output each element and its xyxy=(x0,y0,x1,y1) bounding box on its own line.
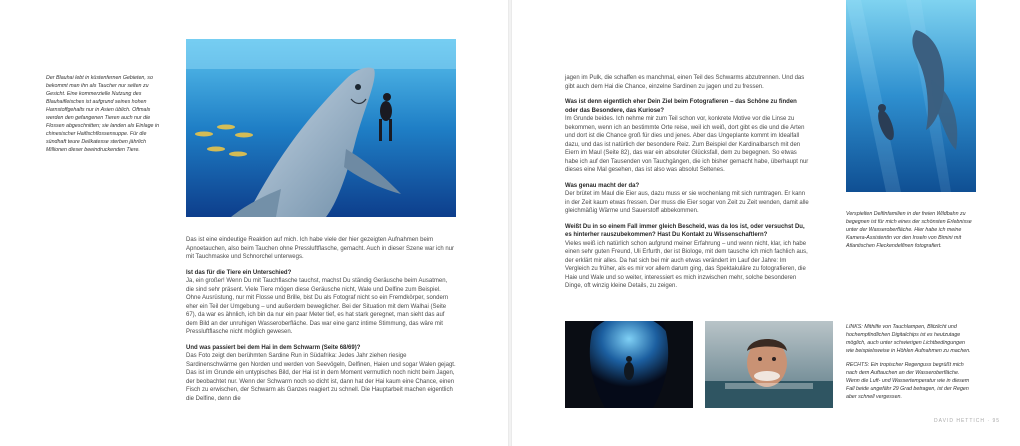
left-text-column xyxy=(186,236,456,410)
left-answer-1: Ja, ein großer! Wenn Du mit Tauchflasche tauchst, machst Du ständig Geräusche beim Ausatmen, die sind sehr präsent. Viele Tiere mögen diese Geräusche nicht, Wale und Delfine zum Beispiel. Ohne Ausrüstung, nur mit Flosse und Brille, bist Du als Fotograf nicht so ein Fremdkörper, sondern eher ein Teil der Umgebung – und außerdem beweglicher. Bei der Situation mit dem Walhai (Seite 67), da war es ähnlich, ich bin da nur ein paar Meter tief, es hat stark geregnet, man sieht das auf dem Bild an der unruhigen Wasseroberfläche. Das war eine ganz intime Stimmung, das wäre mit Pressluftflasche nicht möglich gewesen. xyxy=(186,278,449,335)
left-question-2: Und was passiert bei dem Hai in dem Schwarm (Seite 68/69)? xyxy=(186,344,361,351)
right-continuation: jagen im Pulk, die schaffen es manchmal, einen Teil des Schwarms abzutrennen. Und das gibt auch dem Hai die Chance, einzelne Sardinen zu jagen und zu fressen. xyxy=(565,75,805,90)
right-question-2: Was genau macht der da? xyxy=(565,182,640,189)
blue-shark-photo xyxy=(186,39,456,217)
bottom-photos-caption xyxy=(846,323,974,401)
shark-caption: Der Blauhai lebt in küstenfernen Gebieten, so bekommt man ihn als Taucher nur selten zu Gesicht. Eine kommerzielle Nutzung des Blauhaifleisches ist aufgrund seines hohen Harnstoffgehalts nur in Asien üblich. Oftmals werden den gefangenen Tieren auch nur die Flossen abgeschnitten; sie landen als Einlage in chinesischer Haifischflossensuppe. Für die sündhaft teure Delikatesse sterben jährlich Millionen dieser beeindruckenden Tiere. xyxy=(46,75,160,153)
left-intro: Das ist eine eindeutige Reaktion auf mich. Ich habe viele der hier gezeigten Aufnahmen beim Apnoetauchen, also beim Tauchen ohne Pressluftflasche, gemacht. Auch in dieser Szene war ich nur mit Tauchmaske und Schnorchel unterwegs. xyxy=(186,237,455,260)
cave-diver-photo xyxy=(565,321,693,408)
right-answer-3: Vieles weiß ich natürlich schon aufgrund meiner Erfahrung – und wenn nicht, klar, ich habe einen sehr guten Freund, Uli Erfurth, der ist Biologe, mit dem tausche ich mich fachlich aus, der erklärt mir alles. Da hat sich bei mir auch etwas verändert im Lauf der Jahre: Im Vergleich zu früher, als es mir vor allem darum ging, das Spektakuläre zu fotografieren, die Haie und Wale und so weiter, interessiert es mich inzwischen mehr, solche besonderen Dinge, oft winzig kleine Details, zu zeigen. xyxy=(565,240,808,289)
left-question-1: Ist das für die Tiere ein Unterschied? xyxy=(186,269,292,276)
dolphins-photo xyxy=(846,0,976,192)
right-question-3: Weißt Du in so einem Fall immer gleich Bescheid, was da los ist, oder versuchst Du, es hinterher rauszubekommen? Hast Du Kontakt zu Wissenschaftlern? xyxy=(565,223,805,238)
diver-rain-photo xyxy=(705,321,833,408)
left-answer-2: Das Foto zeigt den berühmten Sardine Run in Südafrika: Jedes Jahr ziehen riesige Sardinenschwärme gen Norden und werden von Seevögeln, Delfinen, Haien und sogar Walen gejagt. Das ist im Grunde ein untypisches Bild, der Hai ist in dem Moment vermutlich noch nicht beim Jagen, der beobachtet nur. Wenn der Schwarm noch so dicht ist, dann hat der Hai kaum eine Chance, einen Fisch zu erwischen, der Schwarm als Ganzes reagiert zu schnell. Die Hauptarbeit machen eigentlich die Delfine, denn die xyxy=(186,353,456,402)
right-question-1: Was ist denn eigentlich eher Dein Ziel beim Fotografieren – das Schöne zu finden oder das Besondere, das Kuriose? xyxy=(565,99,797,114)
caption-right-photo: RECHTS: Ein tropischer Regenguss begrüßt mich nach dem Auftauchen an der Wasseroberfläche. Wenn die Luft- und Wassertemperatur wie in diesem Fall beide ungefähr 29 Grad betragen, ist der Regen aber schnell vergessen. xyxy=(846,362,970,400)
right-answer-1: Im Grunde beides. Ich nehme mir zum Teil schon vor, konkrete Motive vor die Linse zu bekommen, wenn ich an bestimmte Orte reise, weil ich weiß, dort gibt es die und die Arten und dort ist die Chance groß für dies und jenes. Aber das Ungeplante kommt im Idealfall dazu, und das ist natürlich der besondere Reiz. Zum Beispiel der Kardinalbarsch mit den Eiern im Maul (Seite 82), das war ein absoluter Glücksfall, dem zu begegnen. So etwas habe ich auf den Tausenden von Tauchgängen, die ich bisher gemacht habe, überhaupt nur dieses eine Mal gesehen, das ist also was absolut Seltenes. xyxy=(565,116,809,173)
caption-left-photo: LINKS: Mithilfe von Tauchlampen, Blitzlicht und hochempfindlichen Digitalchips ist es heutzutage möglich, auch unter schwierigen Lichtbedingungen wie beispielsweise in Höhlen Aufnahmen zu machen. xyxy=(846,324,971,354)
right-text-column xyxy=(565,74,811,298)
dolphins-caption: Verspielten Delfinfamilien in der freien Wildbahn zu begegnen ist für mich eines der schönsten Erlebnisse unter der Wasseroberfläche. Hier habe ich meine Kamera-Assistentin vor den Inseln von Bimini mit Atlantischen Fleckendelfinen fotografiert. xyxy=(846,211,972,249)
page-footer: DAVID HETTICH · 95 xyxy=(934,418,1000,424)
right-answer-2: Der brütet im Maul die Eier aus, dazu muss er sie wochenlang mit sich rumtragen. Er kann in der Zeit kaum etwas fressen. Der muss die Eier sogar von Zeit zu Zeit wenden, damit alle gleichmäßig Wärme und Sauerstoff abbekommen. xyxy=(565,191,809,214)
